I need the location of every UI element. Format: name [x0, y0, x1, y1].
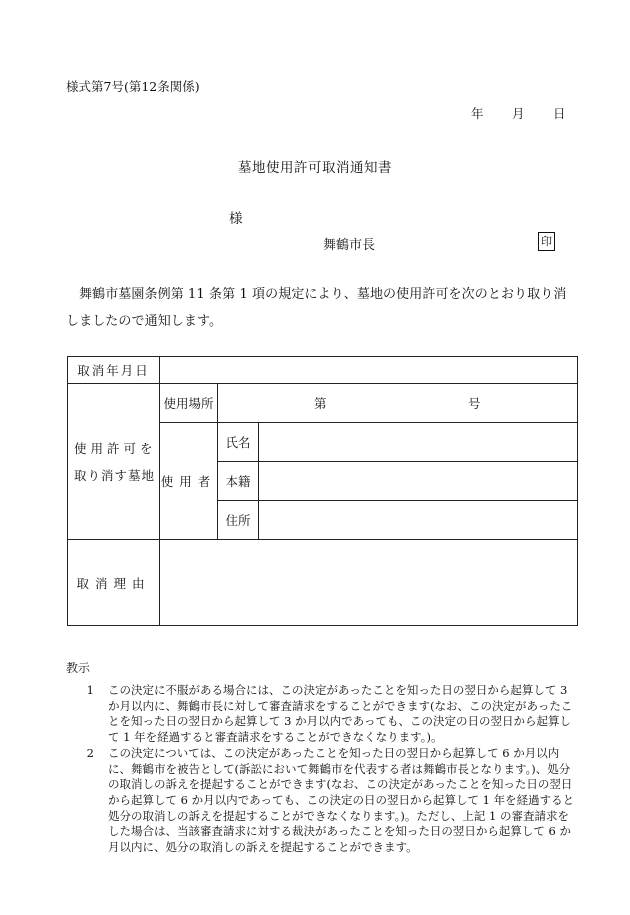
date-year-label: 年 [471, 106, 484, 121]
instruction-item [66, 746, 578, 856]
honseki-value [259, 462, 578, 501]
addressee-suffix: 様 [229, 211, 243, 227]
instruction-item [66, 683, 578, 746]
location-value [218, 384, 578, 423]
location-row [68, 384, 578, 423]
instruction-text: この決定に不服がある場合には、この決定があったことを知った日の翌日から起算して 3 か月以内に、舞鶴市長に対して審査請求をすることができます(なお、この決定があったことを知った日の翌日から起算して 3 か月以内であっても、この決定の日の翌日から起算して 1 年を経過すると審査請求をすることができなくなります。)。 [108, 683, 573, 745]
cancel-date-row [68, 357, 578, 384]
reason-row [68, 540, 578, 626]
cancel-date-value [160, 357, 578, 384]
reason-label: 取消理由 [68, 540, 160, 626]
name-label: 氏名 [218, 423, 259, 462]
seal-stamp: 印 [538, 232, 555, 251]
location-label: 使用場所 [160, 384, 218, 423]
name-value [259, 423, 578, 462]
notice-body: 舞鶴市墓園条例第 11 条第 1 項の規定により、墓地の使用許可を次のとおり取り消しましたので通知します。 [66, 287, 567, 329]
address-value [259, 501, 578, 540]
date-day-label: 日 [553, 106, 566, 121]
cancellation-table [67, 356, 578, 626]
instruction-text: この決定については、この決定があったことを知った日の翌日から起算して 6 か月以内に、舞鶴市を被告として(訴訟において舞鶴市を代表する者は舞鶴市長となります。)、処分の取消しの訴えを提起することができます(なお、この決定があったことを知った日の翌日から起算して 6 か月以内であっても、この決定の日の翌日から起算して 1 年を経過すると処分の取消しの訴えを提起することができなくなります。)。ただし、上記 1 の審査請求をした場合は、当該審査請求に対する裁決があったことを知った日の翌日から起算して 6 か月以内に、処分の取消しの訴えを提起することができます。 [108, 745, 575, 855]
honseki-label: 本籍 [218, 462, 259, 501]
instructions-list [66, 683, 578, 856]
date-month-label: 月 [512, 106, 525, 121]
cemetery-label [68, 384, 160, 540]
issuer-name: 舞鶴市長 [323, 238, 376, 253]
location-dai: 第 [314, 396, 327, 411]
instructions-title: 教示 [66, 661, 91, 675]
instruction-number: 1 [86, 683, 94, 697]
reason-value [160, 540, 578, 626]
cemetery-label-line1: 使用許可を [74, 440, 157, 456]
location-go: 号 [468, 396, 481, 411]
document-title: 墓地使用許可取消通知書 [238, 160, 392, 176]
user-label: 使用者 [160, 423, 218, 540]
cancel-date-label: 取消年月日 [68, 357, 160, 384]
address-label: 住所 [218, 501, 259, 540]
form-number: 様式第7号(第12条関係) [66, 79, 200, 94]
instruction-number: 2 [86, 745, 94, 760]
cemetery-label-line2: 取り消す墓地 [74, 467, 156, 483]
